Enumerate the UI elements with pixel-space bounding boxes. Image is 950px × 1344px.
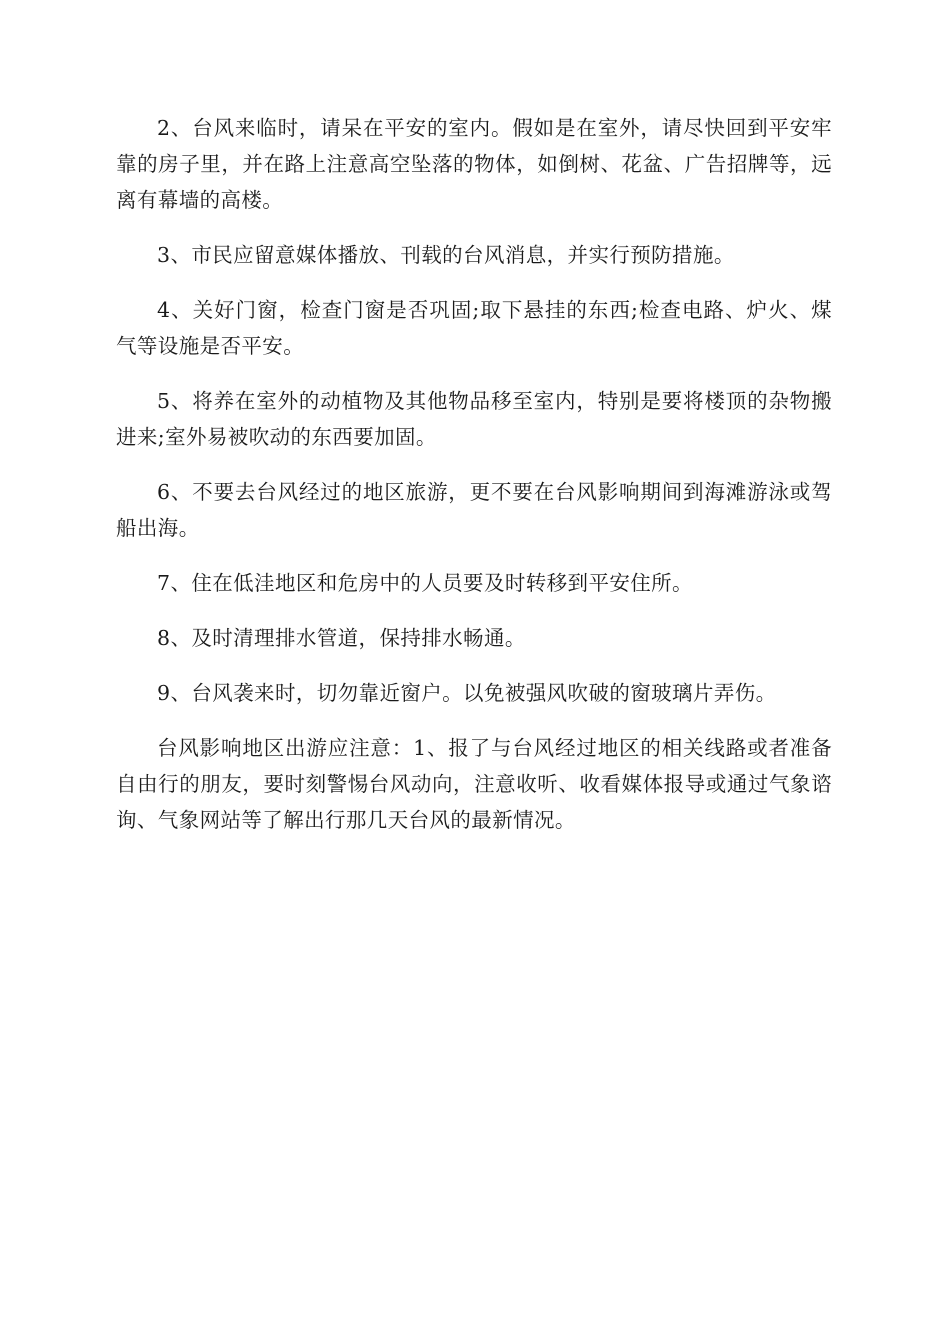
paragraph-tip-9: 9、台风袭来时，切勿靠近窗户。以免被强风吹破的窗玻璃片弄伤。 bbox=[157, 681, 777, 705]
paragraph-tip-4: 4、关好门窗，检查门窗是否巩固;取下悬挂的东西;检查电路、炉火、煤气等设施是否平安。 bbox=[116, 298, 832, 358]
paragraph-tip-7: 7、住在低洼地区和危房中的人员要及时转移到平安住所。 bbox=[157, 571, 693, 595]
paragraph-travel-advice: 台风影响地区出游应注意：1、报了与台风经过地区的相关线路或者准备自由行的朋友，要时刻警惕台风动向，注意收听、收看媒体报导或通过气象谘询、气象网站等了解出行那几天台风的最新情况。 bbox=[116, 736, 832, 832]
paragraph-tip-3: 3、市民应留意媒体播放、刊载的台风消息，并实行预防措施。 bbox=[157, 243, 735, 267]
paragraph-tip-6: 6、不要去台风经过的地区旅游，更不要在台风影响期间到海滩游泳或驾船出海。 bbox=[116, 480, 832, 540]
paragraph-tip-8: 8、及时清理排水管道，保持排水畅通。 bbox=[157, 626, 526, 650]
paragraph-tip-5: 5、将养在室外的动植物及其他物品移至室内，特别是要将楼顶的杂物搬进来;室外易被吹动的东西要加固。 bbox=[116, 389, 832, 449]
paragraph-tip-2: 2、台风来临时，请呆在平安的室内。假如是在室外，请尽快回到平安牢靠的房子里，并在路上注意高空坠落的物体，如倒树、花盆、广告招牌等，远离有幕墙的高楼。 bbox=[116, 116, 832, 212]
